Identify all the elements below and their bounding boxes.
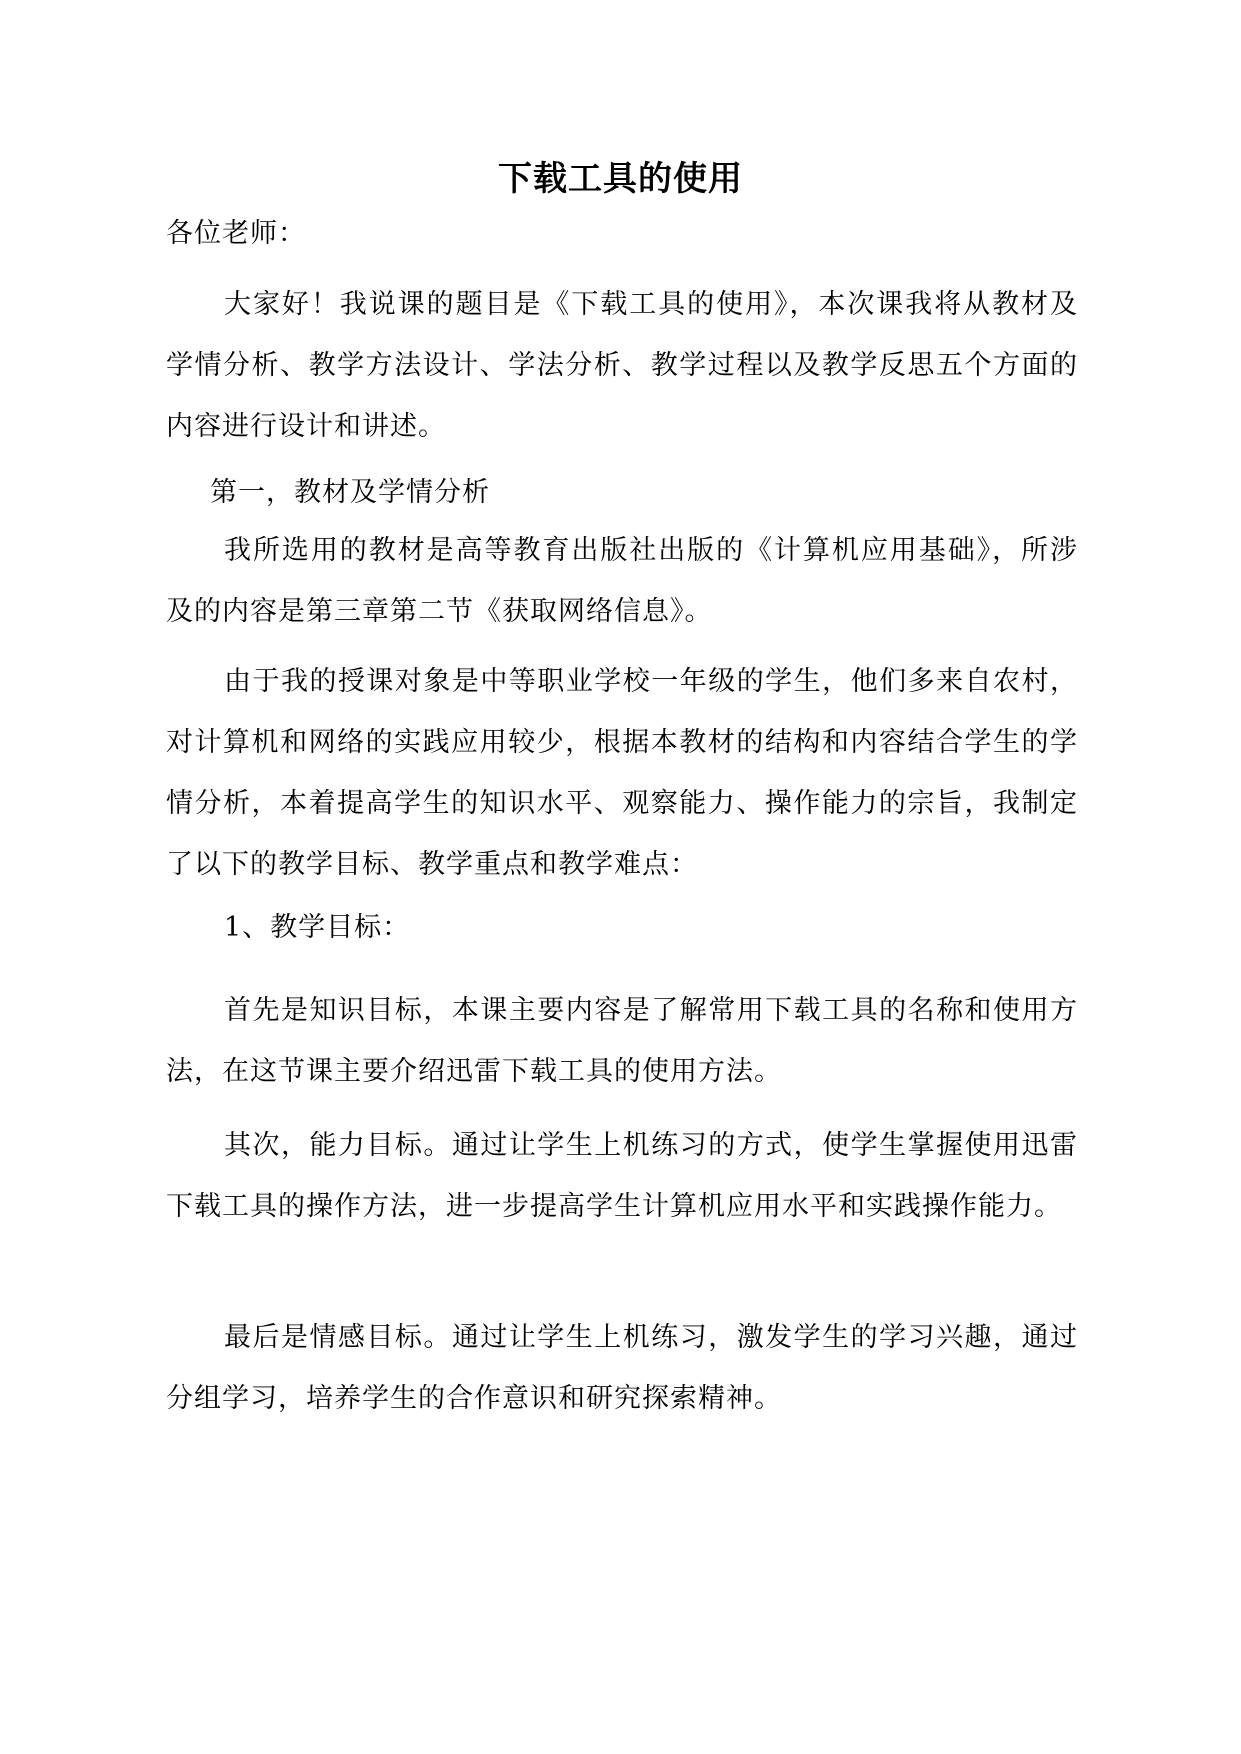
knowledge-goal-paragraph: 首先是知识目标，本课主要内容是了解常用下载工具的名称和使用方法，在这节课主要介绍迅雷下载工具的使用方法。: [166, 995, 1078, 1087]
emotion-goal-paragraph: 最后是情感目标。通过让学生上机练习，激发学生的学习兴趣，通过分组学习，培养学生的合作意识和研究探索精神。: [166, 1322, 1078, 1414]
goals-heading: 1、教学目标：: [224, 912, 411, 943]
ability-goal-paragraph: 其次，能力目标。通过让学生上机练习的方式，使学生掌握使用迅雷下载工具的操作方法，进一步提高学生计算机应用水平和实践操作能力。: [166, 1130, 1078, 1222]
salutation: 各位老师：: [166, 218, 306, 249]
intro-paragraph: 大家好！我说课的题目是《下载工具的使用》，本次课我将从教材及学情分析、教学方法设计、学法分析、教学过程以及教学反思五个方面的内容进行设计和讲述。: [166, 289, 1078, 442]
document-title: 下载工具的使用: [498, 159, 743, 199]
section-heading-textbook-analysis: 第一，教材及学情分析: [210, 477, 490, 508]
textbook-paragraph: 我所选用的教材是高等教育出版社出版的《计算机应用基础》，所涉及的内容是第三章第二节《获取网络信息》。: [166, 535, 1078, 627]
students-paragraph: 由于我的授课对象是中等职业学校一年级的学生，他们多来自农村，对计算机和网络的实践应用较少，根据本教材的结构和内容结合学生的学情分析，本着提高学生的知识水平、观察能力、操作能力的宗旨，我制定了以下的教学目标、教学重点和教学难点：: [166, 666, 1078, 880]
